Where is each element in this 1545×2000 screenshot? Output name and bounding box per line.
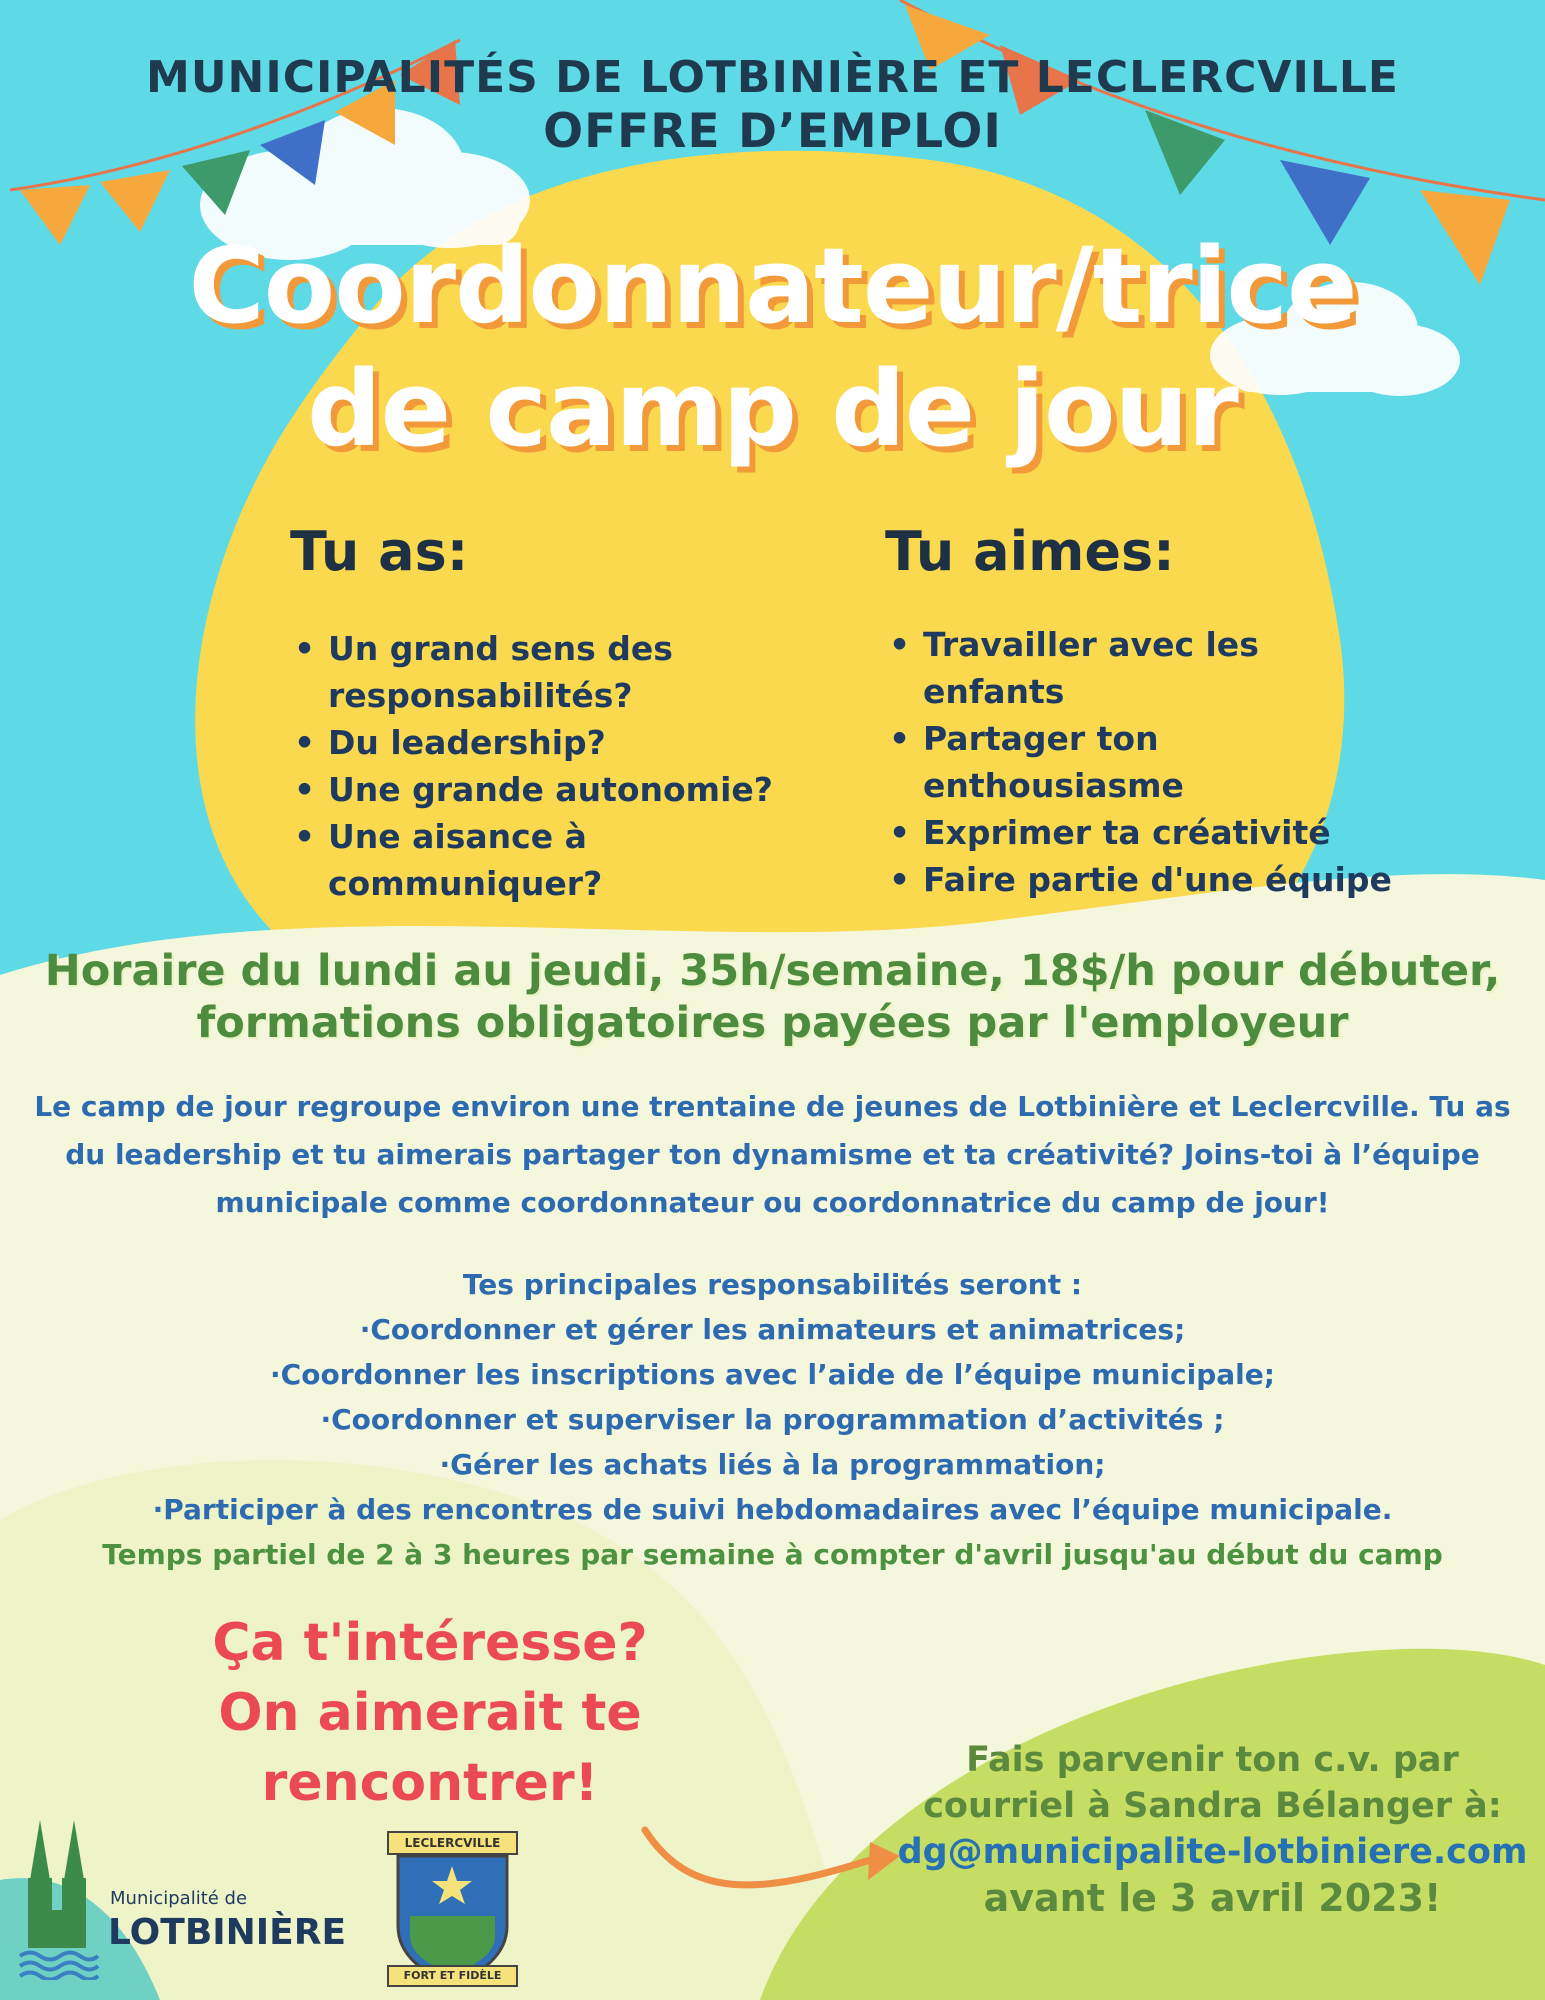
schedule-banner [0,945,1545,1049]
email-link[interactable]: dg@municipalite-lotbiniere.com [897,1832,1528,1872]
description-line: du leadership et tu aimerais partager ton dynamisme et ta créativité? Joins-toi à l’équipe [65,1138,1480,1171]
responsibility-item: ·Coordonner les inscriptions avec l’aide de l’équipe municipale; [270,1358,1275,1391]
logo-leclercville [380,1826,525,1991]
tu-aimes-column [885,520,1395,903]
schedule-line-1: Horaire du lundi au jeudi, 35h/semaine, 18$/h pour débuter, [44,946,1501,996]
crest-bottom-text: FORT ET FIDÈLE [403,1969,502,1982]
tu-as-list [290,625,850,907]
logo-lotbiniere-small: Municipalité de [110,1888,248,1909]
tu-aimes-list [885,621,1395,903]
interest-line: rencontrer! [261,1753,599,1813]
logo-lotbiniere-big: LOTBINIÈRE [108,1912,347,1953]
interest-line: On aimerait te [218,1683,642,1743]
header-municipalities: MUNICIPALITÉS DE LOTBINIÈRE ET LECLERCVILLE [146,52,1399,103]
description [30,1083,1515,1227]
list-item: • Exprimer ta créativité [923,809,1395,856]
list-item: • Un grand sens des responsabilités? [328,625,850,719]
title-line-2: de camp de jour [307,348,1238,470]
crest-top-text: LECLERCVILLE [404,1836,501,1850]
crest-icon [380,1826,525,1991]
list-item: • Partager ton enthousiasme [923,715,1395,809]
responsibility-item: ·Participer à des rencontres de suivi hebdomadaires avec l’équipe municipale. [152,1493,1393,1526]
contact-block [880,1737,1545,1921]
description-line: municipale comme coordonnateur ou coordonnatrice du camp de jour! [215,1186,1330,1219]
list-item: • Du leadership? [328,719,850,766]
header-offer: OFFRE D’EMPLOI [543,104,1002,159]
description-line: Le camp de jour regroupe environ une trentaine de jeunes de Lotbinière et Leclercville. Tu as [34,1090,1511,1123]
flag [100,170,170,232]
logo-lotbiniere [18,1820,358,1980]
contact-line: Fais parvenir ton c.v. par [966,1740,1459,1780]
interest-line: Ça t'intéresse? [212,1613,648,1673]
list-item: • Faire partie d'une équipe [923,856,1395,903]
responsibility-item: ·Coordonner et superviser la programmation d’activités ; [320,1403,1225,1436]
responsibilities-heading: Tes principales responsabilités seront : [462,1268,1083,1301]
part-time-note: Temps partiel de 2 à 3 heures par semaine à compter d'avril jusqu'au début du camp [102,1538,1443,1571]
responsibility-item: ·Gérer les achats liés à la programmation; [439,1448,1106,1481]
church-icon [18,1820,100,1980]
interest-callout [130,1608,730,1818]
tu-as-column [290,520,850,907]
list-item: • Une grande autonomie? [328,766,850,813]
schedule-line-2: formations obligatoires payées par l'employeur [196,998,1349,1048]
responsibility-item: ·Coordonner et gérer les animateurs et animatrices; [359,1313,1186,1346]
list-item: • Travailler avec les enfants [923,621,1395,715]
list-item: • Une aisance à communiquer? [328,813,850,907]
tu-aimes-heading: Tu aimes: [885,520,1175,583]
responsibilities [0,1262,1545,1577]
deadline: avant le 3 avril 2023! [983,1876,1442,1920]
title-line-1: Coordonnateur/trice [188,225,1357,347]
contact-line: courriel à Sandra Bélanger à: [923,1786,1502,1826]
tu-as-heading: Tu as: [290,520,469,583]
